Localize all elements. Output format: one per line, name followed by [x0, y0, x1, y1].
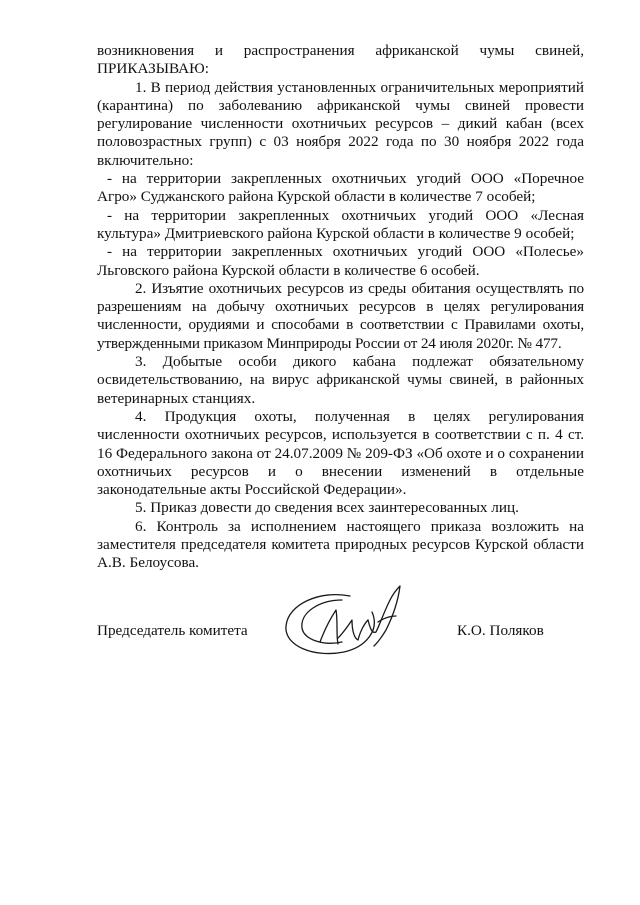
bullet-item-2: - на территории закрепленных охотничьих угодий ООО «Лесная культура» Дмитриевского района Курской области в количестве 9 особей; — [97, 206, 584, 242]
order-word: ПРИКАЗЫВАЮ: — [97, 60, 209, 78]
order-item-5: 5. Приказ довести до сведения всех заинтересованных лиц. — [135, 499, 519, 517]
order-item-6: 6. Контроль за исполнением настоящего приказа возложить на заместителя председателя комитета природных ресурсов Курской области А.В. Белоусова. — [97, 517, 584, 572]
handwritten-signature — [280, 582, 410, 667]
chairman-name: К.О. Поляков — [457, 622, 544, 639]
order-item-1: 1. В период действия установленных ограничительных мероприятий (карантина) по заболеванию африканской чумы свиней провести регулирование численности охотничьих ресурсов – дикий кабан (всех половозрастных групп) с 03 ноября 2022 года по 30 ноября 2022 года включительно: — [97, 78, 584, 169]
order-item-2: 2. Изъятие охотничьих ресурсов из среды обитания осуществлять по разрешениям на добычу охотничьих ресурсов в целях регулирования численности, орудиями и способами в соответствии с Правилами охоты, утвержденными приказом Минприроды России от 24 июля 2020г. № 477. — [97, 279, 584, 352]
bullet-item-1: - на территории закрепленных охотничьих угодий ООО «Поречное Агро» Суджанского района Курской области в количестве 7 особей; — [97, 170, 584, 206]
order-item-3: 3. Добытые особи дикого кабана подлежат обязательному освидетельствованию, на вирус африканской чумы свиней, в районных ветеринарных станциях. — [97, 353, 584, 407]
bullet-item-3: - на территории закрепленных охотничьих угодий ООО «Полесье» Льговского района Курской области в количестве 6 особей. — [97, 243, 584, 279]
preamble-text: возникновения и распространения африканской чумы свиней, — [97, 42, 584, 59]
order-item-4: 4. Продукция охоты, полученная в целях регулирования численности охотничьих ресурсов, используется в соответствии с п. 4 ст. 16 Федерального закона от 24.07.2009 № 209-ФЗ «Об охоте и о сохранении охотничьих ресурсов и о внесении изменений в отдельные законодательные акты Российской Федерации». — [97, 407, 584, 499]
chairman-title: Председатель комитета — [97, 622, 248, 639]
document-body — [97, 42, 584, 573]
